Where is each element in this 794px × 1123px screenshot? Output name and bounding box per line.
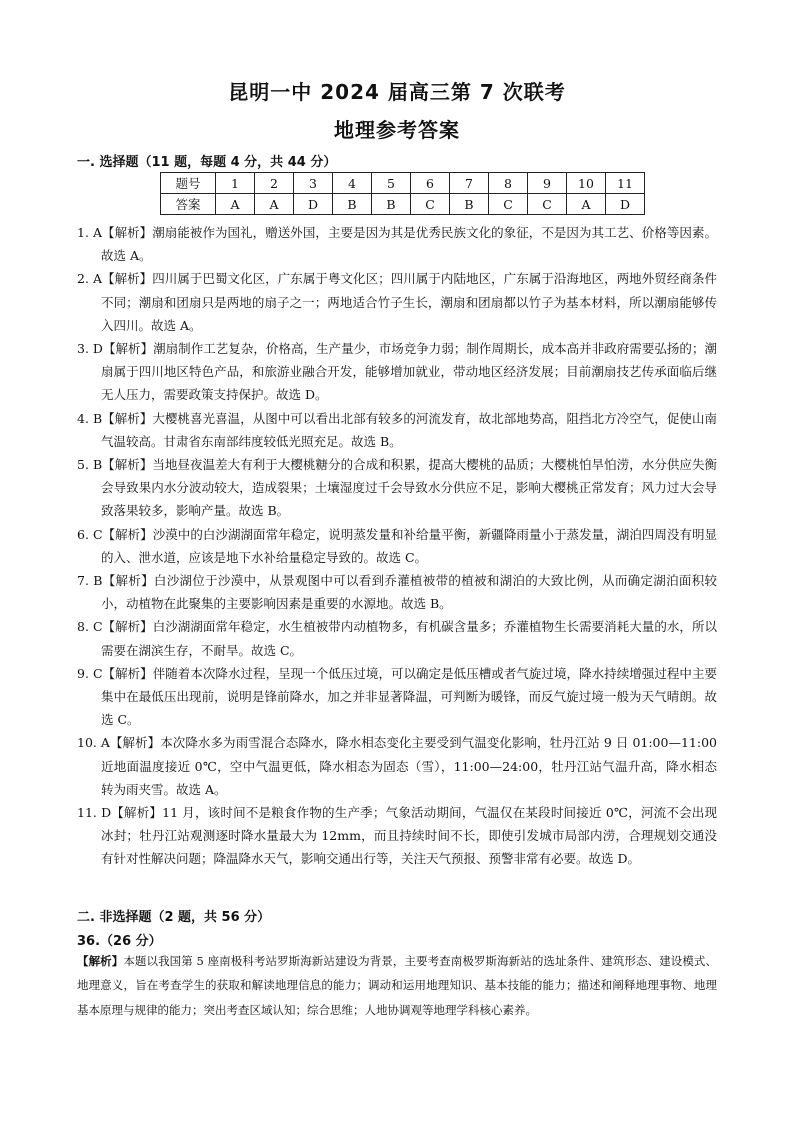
question-36-label: 36.（26 分） — [77, 934, 162, 949]
row-label-answer: 答案 — [161, 194, 216, 215]
answer-cell: B — [372, 194, 411, 215]
question-number: 11 — [606, 173, 645, 194]
explanation-item: 11. D【解析】11 月，该时间不是粮食作物的生产季；气象活动期间，气温仅在某段时间接近 0℃，河流不会出现冰封；牡丹江站观测逐时降水量最大为 12mm，而且持续时间不长，即使引发城市局部内涝，合理规划交通没有针对性解决问题；降温降水天气，影响交通出行等，关注天气预报、预警非常有必要。故选 D。 — [77, 805, 717, 867]
answer-cell: C — [411, 194, 450, 215]
page-subtitle: 地理参考答案 — [334, 118, 460, 142]
explanation-item: 7. B【解析】白沙湖位于沙漠中，从景观图中可以看到乔灌植被带的植被和湖泊的大致比例，从而确定湖泊面积较小，动植物在此聚集的主要影响因素是重要的水源地。故选 B。 — [77, 573, 717, 612]
answer-cell: C — [528, 194, 567, 215]
question-number: 1 — [216, 173, 255, 194]
question-number: 8 — [489, 173, 528, 194]
page-title: 昆明一中 2024 届高三第 7 次联考 — [228, 80, 566, 104]
explanation-item: 9. C【解析】伴随着本次降水过程，呈现一个低压过境，可以确定是低压槽或者气旋过境，降水持续增强过程中主要集中在最低压出现前，说明是锋前降水，加之并非显著降温，可判断为暖锋，而反气旋过境一般为天气晴朗。故选 C。 — [77, 665, 717, 728]
explanation-item: 4. B【解析】大樱桃喜光喜温，从图中可以看出北部有较多的河流发育，故北部地势高，阻挡北方冷空气，促使山南气温较高。甘肃省东南部纬度较低光照充足。故选 B。 — [77, 410, 717, 449]
table-row — [161, 173, 645, 194]
question-number: 10 — [567, 173, 606, 194]
explanation-item: 10. A【解析】本次降水多为雨雪混合态降水，降水相态变化主要受到气温变化影响，牡丹江站 9 日 01:00—11:00 近地面温度接近 0℃，空中气温更低，降水相态为固态（雪），11:00—24:00，牡丹江站气温升高，降水相态转为雨夹雪。故选 A。 — [77, 735, 717, 797]
analysis-text: 本题以我国第 5 座南极科考站罗斯海新站建设为背景，主要考查南极罗斯海新站的选址条件、建筑形态、建设模式、地理意义，旨在考查学生的获取和解读地理信息的能力；调动和运用地理知识、基本技能的能力；描述和阐释地理事物、地理基本原理与规律的能力；突出考查区域认知；综合思维；人地协调观等地理学科核心素养。 — [77, 954, 718, 1017]
question-number: 9 — [528, 173, 567, 194]
explanation-item: 5. B【解析】当地昼夜温差大有利于大樱桃糖分的合成和积累，提高大樱桃的品质；大樱桃怕旱怕涝，水分供应失衡会导致果内水分波动较大，造成裂果；土壤湿度过千会导致水分供应不足，影响大樱桃正常发育；风力过大会导致落果较多，影响产量。故选 B。 — [77, 457, 717, 519]
question-36-analysis — [77, 949, 717, 1022]
answer-cell: A — [255, 194, 294, 215]
question-number: 5 — [372, 173, 411, 194]
answer-table — [160, 172, 645, 215]
answer-cell: B — [333, 194, 372, 215]
answer-cell: D — [606, 194, 645, 215]
answer-cell: A — [567, 194, 606, 215]
table-row — [161, 194, 645, 215]
question-number: 7 — [450, 173, 489, 194]
row-label-number: 题号 — [161, 173, 216, 194]
explanation-item: 2. A【解析】四川属于巴蜀文化区，广东属于粤文化区；四川属于内陆地区，广东属于沿海地区，两地外贸经商条件不同；潮扇和团扇只是两地的扇子之一；两地适合竹子生长，潮扇和团扇都以竹子为基本材料，所以潮扇能够传入四川。故选 A。 — [77, 271, 717, 333]
answer-cell: C — [489, 194, 528, 215]
section-heading-choice: 一. 选择题（11 题，每题 4 分，共 44 分） — [77, 155, 337, 170]
explanation-item: 1. A【解析】潮扇能被作为国礼，赠送外国，主要是因为其是优秀民族文化的象征，不是因为其工艺、价格等因素。故选 A。 — [77, 225, 717, 264]
answer-cell: A — [216, 194, 255, 215]
section-heading-nonchoice: 二. 非选择题（2 题，共 56 分） — [77, 910, 271, 925]
answer-cell: D — [294, 194, 333, 215]
explanation-item: 3. D【解析】潮扇制作工艺复杂，价格高，生产量少，市场竞争力弱；制作周期长，成本高并非政府需要弘扬的；潮扇属于四川地区特色产品，和旅游业融合开发，能够增加就业，带动地区经济发展；目前潮扇技艺传承面临后继无人压力，需要政策支持保护。故选 D。 — [77, 341, 717, 403]
analysis-tag: 【解析】 — [77, 954, 124, 968]
answer-cell: B — [450, 194, 489, 215]
explanation-item: 8. C【解析】白沙湖湖面常年稳定，水生植被带内动植物多，有机碳含量多；乔灌植物生长需要消耗大量的水，所以需要在湖滨生存，不耐旱。故选 C。 — [77, 619, 717, 658]
question-number: 2 — [255, 173, 294, 194]
explanation-list — [77, 221, 717, 871]
question-number: 6 — [411, 173, 450, 194]
explanation-item: 6. C【解析】沙漠中的白沙湖湖面常年稳定，说明蒸发量和补给量平衡，新疆降雨量小于蒸发量，湖泊四周没有明显的入、泄水道，应该是地下水补给量稳定导致的。故选 C。 — [77, 526, 717, 565]
question-number: 4 — [333, 173, 372, 194]
question-number: 3 — [294, 173, 333, 194]
